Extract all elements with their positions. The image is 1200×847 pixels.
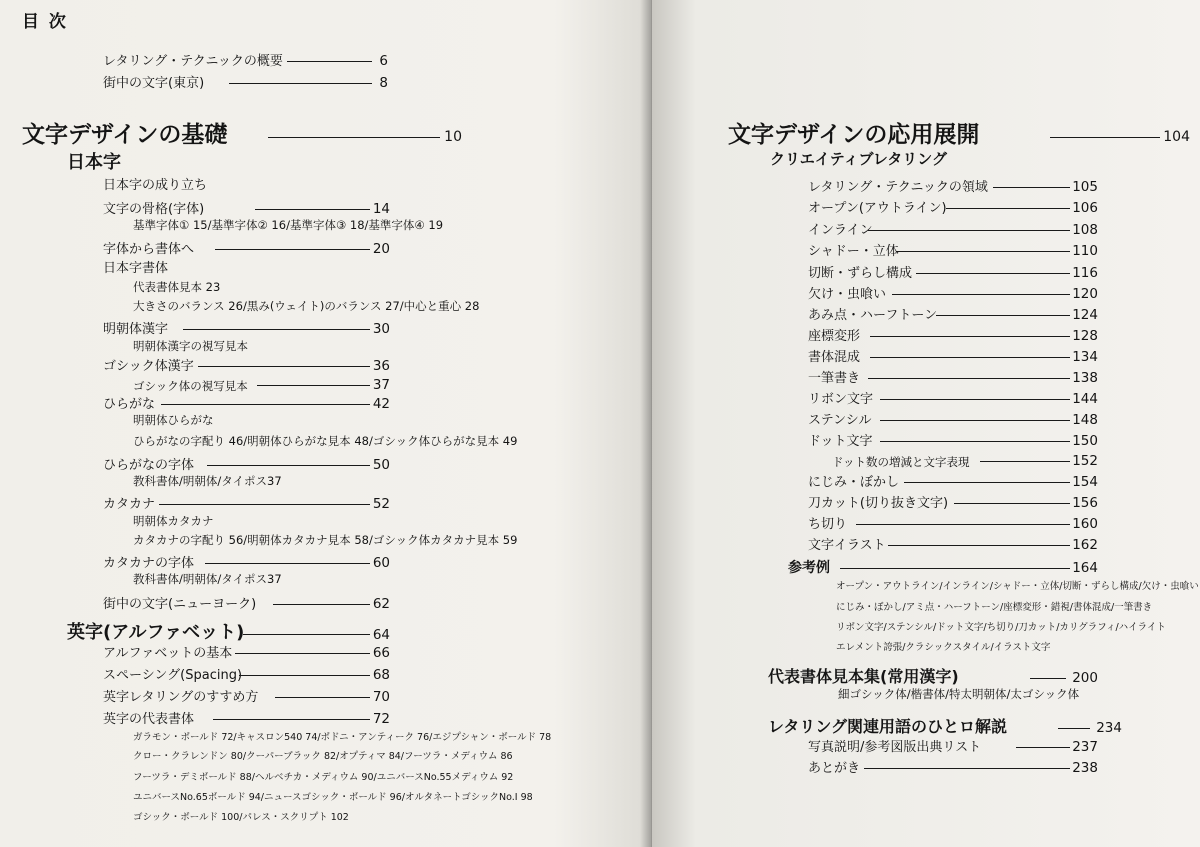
toc-page-number: 36 (372, 357, 390, 374)
toc-page-number: 160 (1072, 515, 1098, 532)
toc-leader (870, 336, 1070, 337)
toc-leader (868, 378, 1070, 379)
toc-subentry: 明朝体漢字の視写見本 (133, 339, 248, 353)
toc-entry[interactable] (808, 242, 1098, 258)
toc-entry-label: レタリング・テクニックの概要 (103, 54, 283, 69)
section-title: 代表書体見本集(常用漢字) (768, 667, 959, 686)
section-heading[interactable] (788, 557, 1098, 575)
toc-page-number: 237 (1072, 738, 1098, 755)
toc-leader (275, 697, 370, 698)
example-list-line: オープン・アウトライン/インライン/シャドー・立体/切断・ずらし構成/欠け・虫喰い (836, 581, 1199, 592)
toc-page-number: 154 (1072, 473, 1098, 490)
toc-entry[interactable] (808, 494, 1098, 510)
toc-entry-label: カタカナ (103, 497, 156, 512)
font-list-line: クロー・クラレンドン 80/クーパーブラック 82/オプティマ 84/フーツラ・メディウム 86 (133, 751, 513, 762)
toc-entry-label: リボン文字 (808, 392, 874, 407)
toc-page-number: 200 (1072, 669, 1098, 686)
toc-page-number: 52 (372, 495, 390, 512)
toc-entry[interactable] (808, 515, 1098, 531)
toc-subentry: 基準字体① 15/基準字体② 16/基準字体③ 18/基準字体④ 19 (133, 218, 444, 232)
toc-leader (257, 385, 370, 386)
toc-entry[interactable] (103, 320, 390, 336)
toc-leader (255, 209, 370, 210)
toc-page-number: 6 (379, 52, 388, 69)
toc-entry-label: 書体混成 (808, 350, 861, 365)
toc-subentry: カタカナの字配り 56/明朝体カタカナ見本 58/ゴシック体カタカナ見本 59 (133, 533, 518, 547)
toc-leader (161, 404, 370, 405)
toc-page-number: 62 (372, 595, 390, 612)
toc-entry[interactable] (103, 595, 390, 611)
toc-page-number: 128 (1072, 327, 1098, 344)
toc-page-number: 20 (372, 240, 390, 257)
toc-entry[interactable] (808, 536, 1098, 552)
toc-page-number: 37 (372, 376, 390, 393)
toc-entry-label: スペーシング(Spacing) (103, 668, 243, 683)
toc-page-number: 50 (372, 456, 390, 473)
toc-leader (235, 653, 370, 654)
toc-page-number: 110 (1072, 242, 1098, 259)
toc-leader (198, 366, 370, 367)
toc-entry[interactable] (808, 327, 1098, 343)
toc-entry[interactable] (103, 74, 388, 90)
toc-page-number: 134 (1072, 348, 1098, 365)
toc-entry[interactable] (103, 688, 390, 704)
toc-entry-label[interactable]: 日本字書体 (103, 261, 169, 276)
section-heading[interactable] (768, 663, 1098, 685)
toc-entry[interactable] (103, 456, 390, 472)
toc-entry[interactable] (103, 495, 390, 511)
toc-page-number: 66 (372, 644, 390, 661)
example-list-line: エレメント誇張/クラシックスタイル/イラスト文字 (836, 642, 1051, 653)
section-heading: 日本字 (67, 152, 121, 173)
toc-subentry: 大きさのバランス 26/黒み(ウェイト)のバランス 27/中心と重心 28 (133, 299, 480, 313)
toc-leader (993, 187, 1070, 188)
toc-page-number: 8 (379, 74, 388, 91)
toc-entry-label: ドット数の増減と文字表現 (832, 454, 970, 469)
toc-leader (946, 208, 1070, 209)
toc-leader (207, 465, 370, 466)
toc-page-number: 120 (1072, 285, 1098, 302)
toc-entry[interactable] (808, 221, 1098, 237)
toc-entry-label: 座標変形 (808, 329, 861, 344)
section-title: 英字(アルファベット) (67, 622, 245, 643)
toc-leader (880, 399, 1070, 400)
toc-page-number: 238 (1072, 759, 1098, 776)
toc-entry-label: レタリング・テクニックの領域 (808, 180, 988, 195)
toc-leader (904, 482, 1070, 483)
toc-entry[interactable] (808, 759, 1098, 775)
toc-page-number: 105 (1072, 178, 1098, 195)
toc-leader (243, 634, 370, 635)
toc-leader (239, 675, 370, 676)
toc-subentry[interactable] (133, 376, 390, 392)
toc-entry-label: ち切り (808, 517, 848, 532)
section-title: レタリング関連用語のひとロ解説 (768, 717, 1008, 736)
chapter-heading[interactable] (22, 119, 462, 147)
toc-leader (273, 604, 370, 605)
toc-entry-label: カタカナの字体 (103, 556, 195, 571)
chapter-heading[interactable] (728, 119, 1190, 147)
toc-leader (954, 503, 1070, 504)
toc-entry-label[interactable]: 日本字の成り立ち (103, 178, 208, 193)
toc-entry[interactable] (103, 200, 390, 216)
toc-entry-label: 英字の代表書体 (103, 712, 195, 727)
chapter-title: 文字デザインの基礎 (22, 122, 228, 148)
toc-entry-label: シャドー・立体 (808, 244, 899, 259)
toc-entry[interactable] (808, 348, 1098, 364)
toc-leader (183, 329, 370, 330)
toc-entry-label: アルファベットの基本 (103, 646, 233, 661)
toc-page-number: 68 (372, 666, 390, 683)
toc-entry-label: あみ点・ハーフトーン (808, 308, 938, 323)
toc-page-number: 150 (1072, 432, 1098, 449)
specimen-list: 細ゴシック体/楷書体/特太明朝体/太ゴシック体 (838, 687, 1080, 701)
toc-page-number: 72 (372, 710, 390, 727)
toc-leader (229, 83, 372, 84)
toc-page-number: 106 (1072, 199, 1098, 216)
toc-leader (880, 420, 1070, 421)
toc-subentry[interactable] (832, 452, 1098, 468)
toc-entry-label: ゴシック体漢字 (103, 359, 194, 374)
toc-entry[interactable] (808, 199, 1098, 215)
toc-entry[interactable] (808, 285, 1098, 301)
toc-entry[interactable] (103, 357, 390, 373)
toc-leader (864, 768, 1070, 769)
toc-subentry: 代表書体見本 23 (133, 280, 221, 294)
toc-entry[interactable] (808, 390, 1098, 406)
toc-entry-label: オープン(アウトライン) (808, 201, 947, 216)
toc-entry[interactable] (103, 666, 390, 682)
font-list-line: ゴシック・ボールド 100/パレス・スクリプト 102 (133, 812, 349, 823)
toc-page-number: 10 (444, 129, 462, 145)
section-title: 参考例 (788, 560, 830, 576)
toc-leader (268, 137, 440, 138)
toc-leader (1050, 137, 1160, 138)
toc-entry[interactable] (808, 264, 1098, 280)
toc-page-number: 64 (372, 626, 390, 643)
toc-leader (896, 251, 1070, 252)
toc-entry-label: 写真説明/参考図版出典リスト (808, 740, 982, 755)
toc-page-number: 116 (1072, 264, 1098, 281)
toc-entry-label: 街中の文字(ニューヨーク) (103, 597, 257, 612)
toc-entry-label: ゴシック体の視写見本 (133, 378, 248, 393)
toc-entry[interactable] (103, 710, 390, 726)
toc-leader (916, 273, 1070, 274)
toc-leader (868, 230, 1070, 231)
example-list-line: リボン文字/ステンシル/ドット文字/ち切り/刀カット/カリグラフィ/ハイライト (836, 622, 1166, 633)
toc-entry-label: インライン (808, 223, 873, 238)
toc-entry-label: にじみ・ぼかし (808, 475, 900, 490)
toc-entry[interactable] (808, 411, 1098, 427)
font-list-line: ガラモン・ボールド 72/キャスロン540 74/ボドニ・アンティーク 76/エジプシャン・ボールド 78 (133, 732, 552, 743)
toc-page-number: 14 (372, 200, 390, 217)
toc-leader (888, 545, 1070, 546)
toc-leader (936, 315, 1070, 316)
toc-leader (870, 357, 1070, 358)
toc-entry[interactable] (103, 554, 390, 570)
toc-leader (205, 563, 370, 564)
toc-page-number: 162 (1072, 536, 1098, 553)
toc-entry-label: ステンシル (808, 413, 872, 428)
toc-leader (1058, 728, 1090, 729)
toc-page-number: 144 (1072, 390, 1098, 407)
toc-page-number: 60 (372, 554, 390, 571)
toc-subentry: 教科書体/明朝体/タイポス37 (133, 474, 282, 488)
toc-page-number: 138 (1072, 369, 1098, 386)
toc-entry-label: 欠け・虫喰い (808, 287, 887, 302)
toc-leader (892, 294, 1070, 295)
toc-entry-label: 文字の骨格(字体) (103, 202, 205, 217)
chapter-title: 文字デザインの応用展開 (728, 122, 980, 148)
toc-page-number: 234 (1096, 719, 1122, 736)
section-heading[interactable] (67, 620, 390, 642)
toc-heading: 目 次 (22, 12, 68, 32)
toc-entry[interactable] (103, 644, 390, 660)
toc-leader (1030, 678, 1066, 679)
toc-page-number: 124 (1072, 306, 1098, 323)
toc-entry[interactable] (808, 306, 1098, 322)
toc-page-number: 70 (372, 688, 390, 705)
right-page (652, 0, 1200, 847)
toc-page-number: 152 (1072, 452, 1098, 469)
toc-entry-label: 切断・ずらし構成 (808, 266, 913, 281)
toc-entry-label: 一筆書き (808, 371, 861, 386)
toc-leader (215, 249, 370, 250)
toc-entry-label: 字体から書体へ (103, 242, 195, 257)
toc-entry[interactable] (808, 178, 1098, 194)
toc-entry-label: ひらがなの字体 (103, 458, 195, 473)
toc-leader (840, 568, 1070, 569)
toc-page-number: 164 (1072, 559, 1098, 576)
toc-subentry: ひらがなの字配り 46/明朝体ひらがな見本 48/ゴシック体ひらがな見本 49 (133, 434, 518, 448)
toc-entry[interactable] (103, 240, 390, 256)
example-list-line: にじみ・ぼかし/アミ点・ハーフトーン/座標変形・錯視/書体混成/一筆書き (836, 602, 1153, 613)
toc-entry[interactable] (808, 473, 1098, 489)
toc-entry[interactable] (808, 738, 1098, 754)
toc-page-number: 42 (372, 395, 390, 412)
toc-entry-label: 明朝体漢字 (103, 322, 169, 337)
toc-leader (159, 504, 370, 505)
toc-page-number: 156 (1072, 494, 1098, 511)
toc-page-number: 148 (1072, 411, 1098, 428)
toc-page-number: 108 (1072, 221, 1098, 238)
font-list-line: フーツラ・デミボールド 88/ヘルベチカ・メディウム 90/ユニバースNo.55メディウム 92 (133, 772, 514, 783)
toc-leader (880, 441, 1070, 442)
toc-leader (1016, 747, 1070, 748)
toc-entry-label: 英字レタリングのすすめ方 (103, 690, 259, 705)
toc-entry-label: ドット文字 (808, 434, 873, 449)
toc-page-number: 30 (372, 320, 390, 337)
toc-leader (980, 461, 1070, 462)
toc-subentry: 明朝体カタカナ (133, 514, 214, 528)
toc-page-number: 104 (1163, 129, 1190, 145)
toc-entry[interactable] (103, 395, 390, 411)
toc-entry[interactable] (808, 432, 1098, 448)
toc-entry-label: 街中の文字(東京) (103, 76, 205, 91)
section-heading: クリエイティブレタリング (770, 150, 948, 168)
section-heading[interactable] (768, 713, 1122, 735)
toc-entry-label: 文字イラスト (808, 538, 886, 553)
font-list-line: ユニバースNo.65ボールド 94/ニュースゴシック・ボールド 96/オルタネートゴシックNo.I 98 (133, 792, 533, 803)
toc-subentry: 明朝体ひらがな (133, 413, 214, 427)
toc-leader (213, 719, 370, 720)
toc-entry-label: あとがき (808, 761, 861, 776)
toc-leader (287, 61, 372, 62)
toc-entry[interactable] (103, 52, 388, 68)
toc-entry[interactable] (808, 369, 1098, 385)
toc-entry-label: ひらがな (103, 397, 156, 412)
toc-entry-label: 刀カット(切り抜き文字) (808, 496, 949, 511)
toc-subentry: 教科書体/明朝体/タイポス37 (133, 572, 282, 586)
toc-leader (856, 524, 1070, 525)
